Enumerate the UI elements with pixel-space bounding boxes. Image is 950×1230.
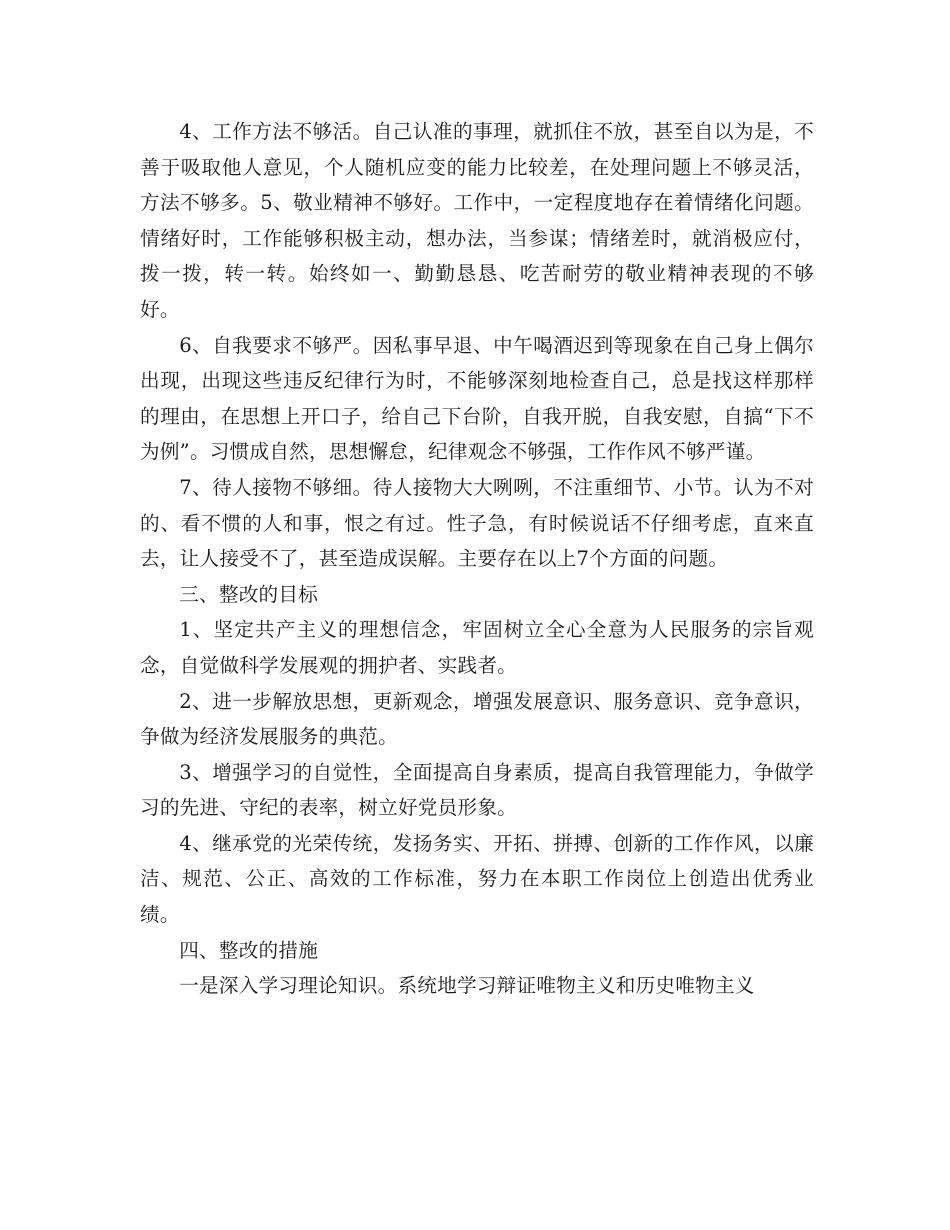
section-heading-goals: 三、整改的目标 (179, 582, 319, 606)
paragraph-measure-1: 一是深入学习理论知识。系统地学习辩证唯物主义和历史唯物主义 (179, 974, 755, 998)
paragraph-goal-4: 4、继承党的光荣传统，发扬务实、开拓、拼搏、创新的工作作风，以廉洁、规范、公正、高效的工作标准，努力在本职工作岗位上创造出优秀业绩。 (140, 831, 814, 927)
paragraph-work-method: 4、工作方法不够活。自己认准的事理，就抓住不放，甚至自以为是，不善于吸取他人意见，个人随机应变的能力比较差，在处理问题上不够灵活，方法不够多。5、敬业精神不够好。工作中，一定程度地存在着情绪化问题。情绪好时，工作能够积极主动，想办法，当参谋；情绪差时，就消极应付，拨一拨，转一转。始终如一、勤勤恳恳、吃苦耐劳的敬业精神表现的不够好。 (140, 120, 814, 321)
paragraph-goal-1: 1、坚定共产主义的理想信念，牢固树立全心全意为人民服务的宗旨观念，自觉做科学发展观的拥护者、实践者。 (140, 618, 814, 677)
paragraph-interpersonal: 7、待人接物不够细。待人接物大大咧咧，不注重细节、小节。认为不对的、看不惯的人和事，恨之有过。性子急，有时候说话不仔细考虑，直来直去，让人接受不了，甚至造成误解。主要存在以上7个方面的问题。 (140, 475, 814, 571)
paragraph-goal-2: 2、进一步解放思想，更新观念，增强发展意识、服务意识、竞争意识，争做为经济发展服务的典范。 (140, 689, 814, 749)
paragraph-self-discipline: 6、自我要求不够严。因私事早退、中午喝酒迟到等现象在自己身上偶尔出现，出现这些违反纪律行为时，不能够深刻地检查自己，总是找这样那样的理由，在思想上开口子，给自己下台阶，自我开脱，自我安慰，自搞“下不为例”。习惯成自然，思想懈怠，纪律观念不够强，工作作风不够严谨。 (140, 333, 814, 464)
paragraph-goal-3: 3、增强学习的自觉性，全面提高自身素质，提高自我管理能力，争做学习的先进、守纪的表率，树立好党员形象。 (140, 760, 814, 820)
section-heading-measures: 四、整改的措施 (179, 938, 319, 962)
document-body (140, 114, 814, 1004)
